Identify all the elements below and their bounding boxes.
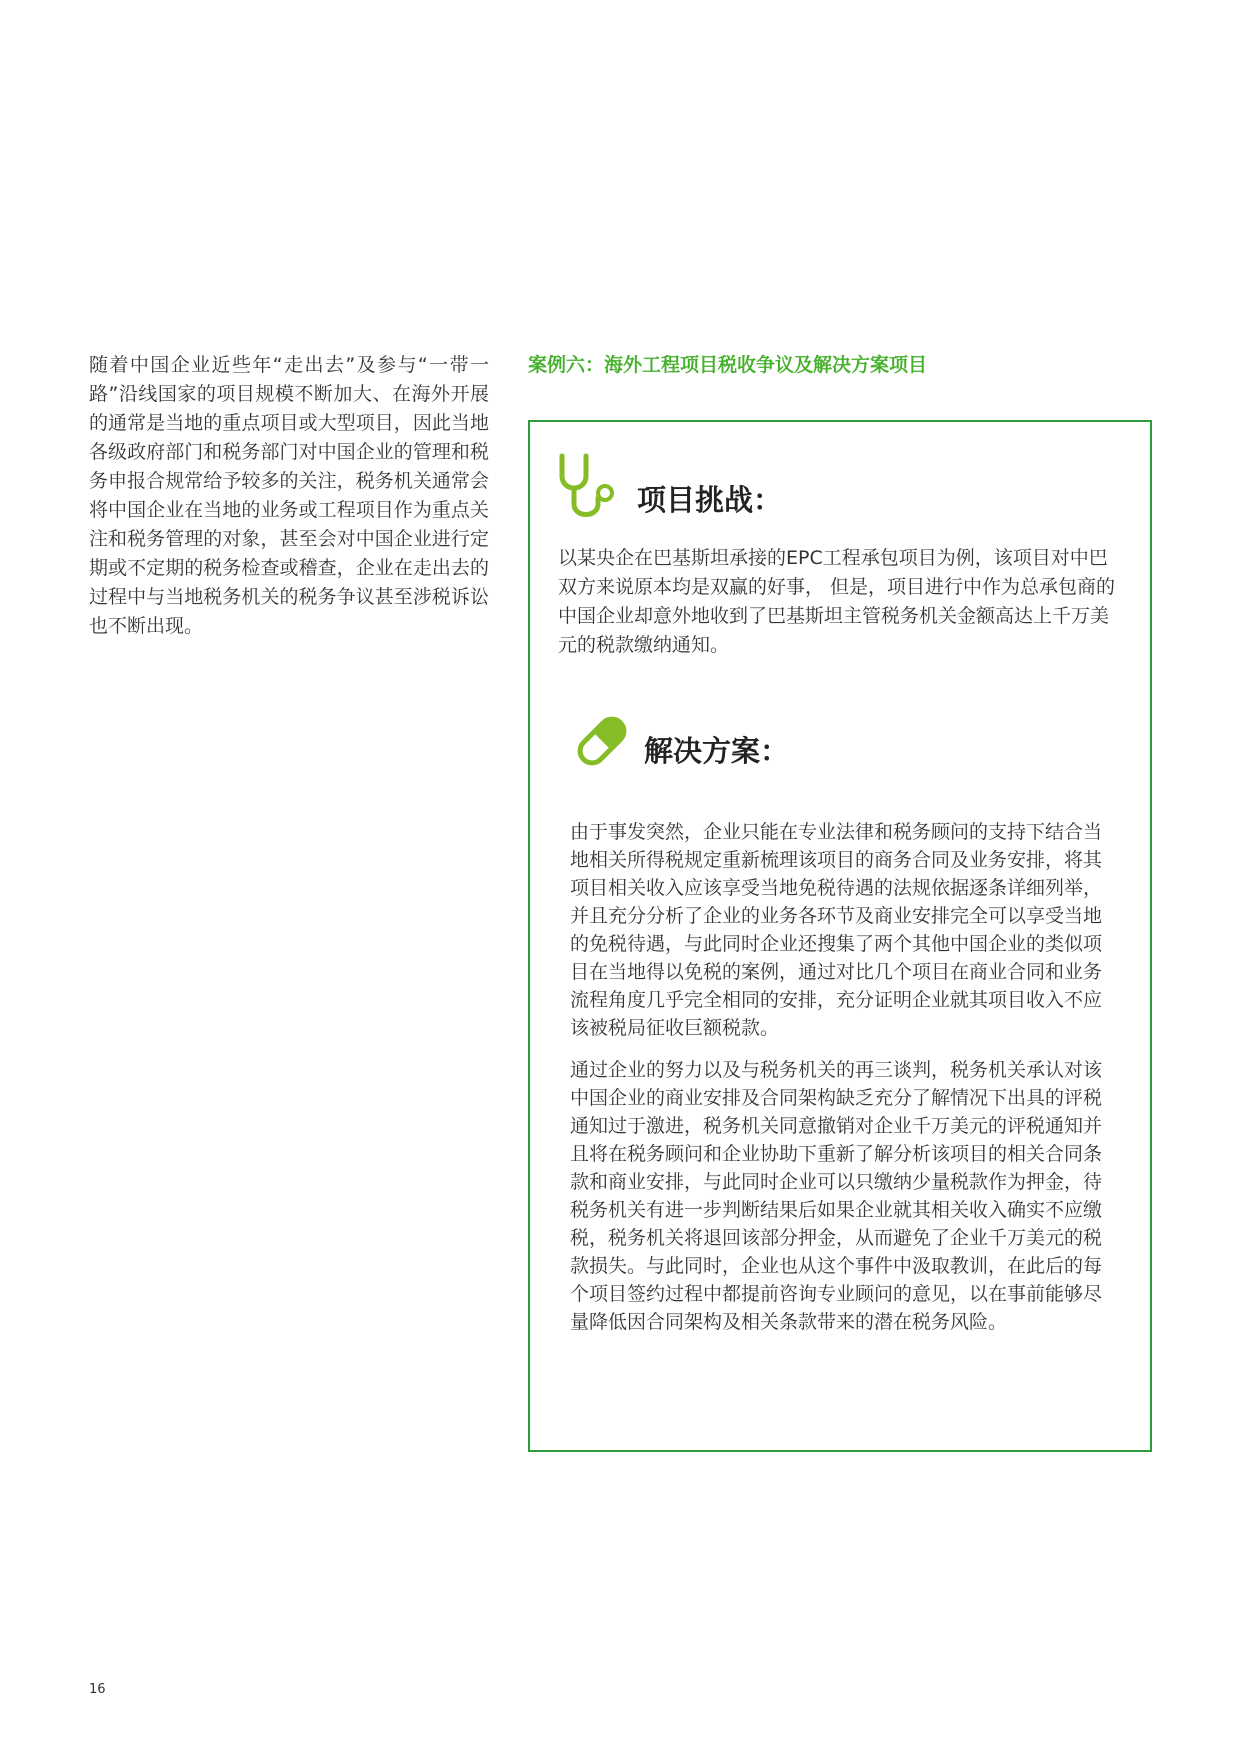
intro-paragraph: 随着中国企业近些年“走出去”及参与“一带一路”沿线国家的项目规模不断加大、在海外开展的通常是当地的重点项目或大型项目，因此当地各级政府部门和税务部门对中国企业的管理和税务申报合规常给予较多的关注，税务机关通常会将中国企业在当地的业务或工程项目作为重点关注和税务管理的对象，甚至会对中国企业进行定期或不定期的税务检查或稽查，企业在走出去的过程中与当地税务机关的税务争议甚至涉税诉讼也不断出现。 [89, 354, 489, 637]
solution-paragraph: 由于事发突然，企业只能在专业法律和税务顾问的支持下结合当地相关所得税规定重新梳理该项目的商务合同及业务安排，将其项目相关收入应该享受当地免税待遇的法规依据逐条详细列举，并且充分分析了企业的业务各环节及商业安排完全可以享受当地的免税待遇，与此同时企业还搜集了两个其他中国企业的类似项目在当地得以免税的案例，通过对比几个项目在商业合同和业务流程角度几乎完全相同的安排，充分证明企业就其项目收入不应该被税局征收巨额税款。 [570, 821, 1103, 1039]
challenge-heading: 项目挑战： [637, 483, 783, 517]
pill-capsule-icon [570, 709, 634, 773]
case-title: 案例六：海外工程项目税收争议及解决方案项目 [528, 354, 928, 376]
solution-paragraph: 通过企业的努力以及与税务机关的再三谈判，税务机关承认对该中国企业的商业安排及合同架构缺乏充分了解情况下出具的评税通知过于激进，税务机关同意撤销对企业千万美元的评税通知并且将在税务顾问和企业协助下重新了解分析该项目的相关合同条款和商业安排，与此同时企业可以只缴纳少量税款作为押金，待税务机关有进一步判断结果后如果企业就其相关收入确实不应缴税，税务机关将退回该部分押金，从而避免了企业千万美元的税款损失。与此同时，企业也从这个事件中汲取教训，在此后的每个项目签约过程中都提前咨询专业顾问的意见，以在事前能够尽量降低因合同架构及相关条款带来的潜在税务风险。 [570, 1059, 1103, 1333]
solution-heading: 解决方案： [644, 734, 790, 768]
challenge-text: 以某央企在巴基斯坦承接的EPC工程承包项目为例，该项目对中巴双方来说原本均是双赢的好事， 但是，项目进行中作为总承包商的中国企业却意外地收到了巴基斯坦主管税务机关金额高达上千万美元的税款缴纳通知。 [558, 547, 1116, 656]
case-box [528, 420, 1152, 1452]
solution-text [570, 818, 1116, 1350]
stethoscope-icon [556, 452, 620, 524]
page-number: 16 [89, 1682, 106, 1697]
